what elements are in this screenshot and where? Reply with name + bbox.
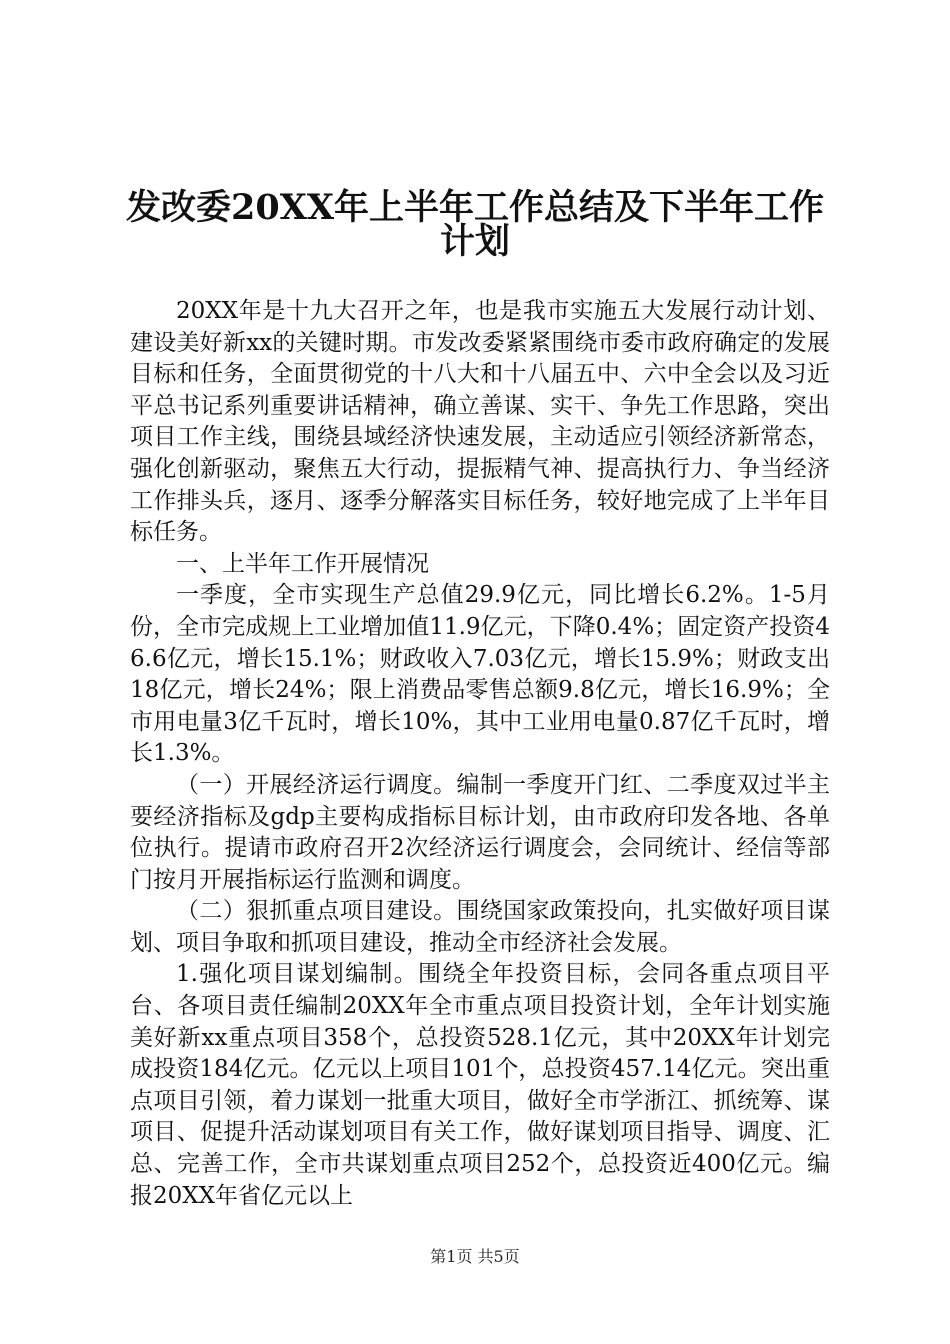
- subsection-paragraph: （二）狠抓重点项目建设。围绕国家政策投向，扎实做好项目谋划、项目争取和抓项目建设，推动全市经济社会发展。: [130, 898, 830, 956]
- document-title-line-1: 发改委20XX年上半年工作总结及下半年工作: [125, 187, 825, 228]
- section-heading: 一、上半年工作开展情况: [176, 550, 429, 577]
- intro-paragraph: 20XX年是十九大召开之年，也是我市实施五大发展行动计划、建设美好新xx的关键时期。市发改委紧紧围绕市委市政府确定的发展目标和任务，全面贯彻党的十八大和十八届五中、六中全会以及习近平总书记系列重要讲话精神，确立善谋、实干、争先工作思路，突出项目工作主线，围绕县域经济快速发展，主动适应引领经济新常态，强化创新驱动，聚焦五大行动，提振精气神、提高执行力、争当经济工作排头兵，逐月、逐季分解落实目标任务，较好地完成了上半年目标任务。: [130, 298, 830, 546]
- document-body: [130, 296, 830, 1212]
- item-paragraph: 1.强化项目谋划编制。围绕全年投资目标，会同各重点项目平台、各项目责任编制20XX年全市重点项目投资计划，全年计划实施美好新xx重点项目358个，总投资528.1亿元，其中20XX年计划完成投资184亿元。亿元以上项目101个，总投资457.14亿元。突出重点项目引领，着力谋划一批重大项目，做好全市学浙江、抓统筹、谋项目、促提升活动谋划项目有关工作，做好谋划项目指导、调度、汇总、完善工作，全市共谋划重点项目252个，总投资近400亿元。编报20XX年省亿元以上: [130, 961, 830, 1209]
- subsection-paragraph: （一）开展经济运行调度。编制一季度开门红、二季度双过半主要经济指标及gdp主要构成指标目标计划，由市政府印发各地、各单位执行。提请市政府召开2次经济运行调度会，会同统计、经信等部门按月开展指标运行监测和调度。: [130, 771, 830, 893]
- page-footer: 第1页 共5页: [430, 1247, 520, 1266]
- document-title-line-2: 计划: [439, 221, 510, 262]
- statistics-paragraph: 一季度，全市实现生产总值29.9亿元，同比增长6.2%。1-5月份，全市完成规上工业增加值11.9亿元，下降0.4%；固定资产投资46.6亿元，增长15.1%；财政收入7.03亿元，增长15.9%；财政支出18亿元，增长24%；限上消费品零售总额9.8亿元，增长16.9%；全市用电量3亿千瓦时，增长10%，其中工业用电量0.87亿千瓦时，增长1.3%。: [130, 582, 830, 767]
